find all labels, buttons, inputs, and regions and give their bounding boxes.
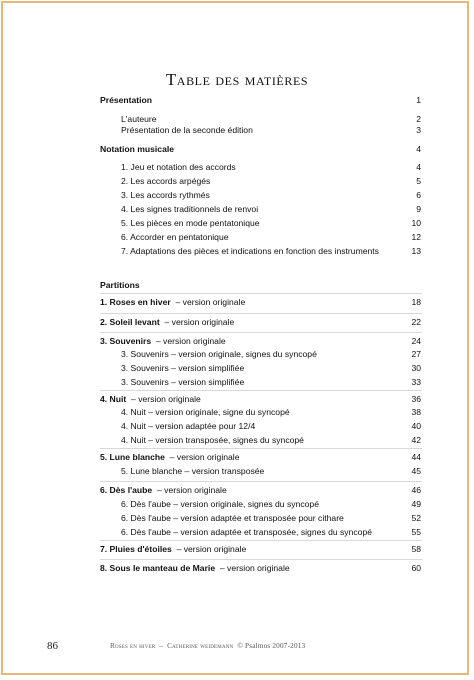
toc-section-label: Notation musicale [100,144,175,154]
toc-piece-label [100,452,239,463]
footer-dash: – [159,642,164,650]
toc-piece-title: 3. Souvenirs [100,336,152,346]
toc-page-number: 52 [411,513,421,523]
toc-page-number: 45 [411,466,421,476]
page-number: 86 [47,640,58,652]
toc-page-number: 38 [411,407,421,417]
toc-entry-label: Présentation de la seconde édition [121,125,253,135]
toc-divider [100,313,422,314]
toc-divider [100,481,422,482]
toc-page-number: 18 [411,297,421,307]
toc-piece-version: – version originale [175,297,246,307]
toc-page-number: 2 [416,114,421,124]
toc-entry-label: 4. Nuit – version originale, signe du syncopé [121,407,290,417]
toc-page-number: 10 [411,218,421,228]
toc-entry-label: 1. Jeu et notation des accords [121,162,236,172]
toc-divider [100,559,422,560]
toc-piece-version: – version originale [164,317,235,327]
toc-page-number: 33 [411,377,421,387]
toc-page-number: 46 [411,485,421,495]
toc-entry-label: 3. Souvenirs – version originale, signes du syncopé [121,349,317,359]
toc-page-number: 55 [411,527,421,537]
toc-entry-label: 6. Dès l'aube – version adaptée et transposée, signes du syncopé [121,527,373,537]
toc-page-number: 60 [411,563,421,573]
toc-divider [100,332,422,333]
footer-book-title: Roses en hiver [110,642,156,650]
toc-piece-label [100,336,226,347]
footer-author: Catherine weidemann [167,642,234,650]
toc-page-number: 44 [411,452,421,462]
toc-piece-label [100,544,246,555]
footer-copyright: © Psalmos 2007-2013 [237,642,306,650]
toc-piece-version: – version originale [169,452,240,462]
toc-entry-label: 4. Nuit – version transposée, signes du syncopé [121,435,304,445]
toc-page-number: 30 [411,363,421,373]
toc-section-label: Présentation [100,95,153,105]
toc-page-number: 22 [411,317,421,327]
toc-page-number: 40 [411,421,421,431]
toc-piece-title: 7. Pluies d'étoiles [100,544,172,554]
toc-page-number: 27 [411,349,421,359]
toc-piece-label [100,317,234,328]
toc-page-number: 1 [416,95,421,105]
toc-page-number: 42 [411,435,421,445]
toc-divider [100,293,422,294]
toc-piece-label [100,563,290,574]
toc-piece-version: – version originale [155,336,226,346]
toc-divider [100,540,422,541]
toc-page-number: 12 [411,232,421,242]
page-title: Table des matières [165,70,309,89]
toc-page-number: 6 [416,190,421,200]
toc-entry-label: 3. Souvenirs – version simplifiée [121,363,245,373]
toc-piece-label [100,394,201,405]
toc-divider [100,390,422,391]
toc-page-number: 24 [411,336,421,346]
toc-piece-title: 1. Roses en hiver [100,297,171,307]
toc-entry-label: 6. Dès l'aube – version originale, signes du syncopé [121,499,319,509]
toc-page-number: 9 [416,204,421,214]
toc-entry-label: 4. Nuit – version adaptée pour 12/4 [121,421,256,431]
toc-piece-title: 8. Sous le manteau de Marie [100,563,216,573]
toc-entry-label: 3. Les accords rythmés [121,190,210,200]
toc-page-number: 4 [416,162,421,172]
toc-piece-version: – version originale [219,563,290,573]
toc-piece-label [100,485,227,496]
toc-page-number: 58 [411,544,421,554]
toc-page-number: 4 [416,144,421,154]
toc-entry-label: 3. Souvenirs – version simplifiée [121,377,245,387]
toc-page-number: 36 [411,394,421,404]
toc-piece-title: 6. Dès l'aube [100,485,153,495]
toc-piece-title: 2. Soleil levant [100,317,160,327]
toc-piece-version: – version originale [131,394,201,404]
toc-page-number: 3 [416,125,421,135]
toc-entry-label: 6. Dès l'aube – version adaptée et transposée pour cithare [121,513,344,523]
toc-piece-title: 5. Lune blanche [100,452,165,462]
toc-entry-label: 2. Les accords arpégés [121,176,211,186]
toc-page-number: 5 [416,176,421,186]
toc-piece-title: 4. Nuit [100,394,127,404]
toc-entry-label: 5. Lune blanche – version transposée [121,466,265,476]
toc-entry-label: 6. Accorder en pentatonique [121,232,229,242]
toc-entry-label: L'auteure [121,114,157,124]
toc-entry-label: 7. Adaptations des pièces et indications en fonction des instruments [121,246,379,256]
page-footer [0,640,474,654]
toc-piece-version: – version originale [176,544,247,554]
toc-piece-version: – version originale [156,485,227,495]
toc-piece-label [100,297,245,308]
toc-divider [100,448,422,449]
toc-entry-label: 5. Les pièces en mode pentatonique [121,218,260,228]
footer-running-title [110,642,305,650]
toc-page-number: 49 [411,499,421,509]
toc-entry-label: 4. Les signes traditionnels de renvoi [121,204,259,214]
toc-page-number: 13 [411,246,421,256]
